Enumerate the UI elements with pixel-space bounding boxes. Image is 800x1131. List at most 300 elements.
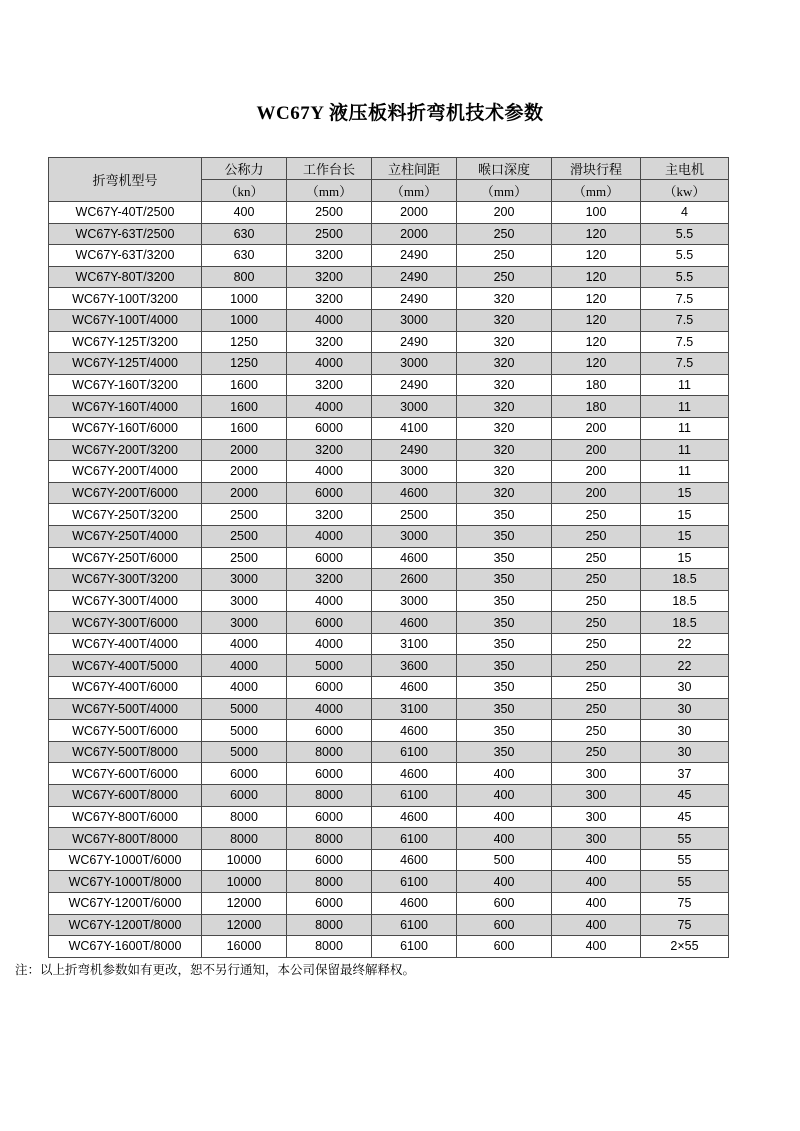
value-cell: 3000 (372, 525, 457, 547)
value-cell: 30 (641, 677, 729, 699)
value-cell: 300 (552, 785, 641, 807)
table-row (49, 569, 729, 591)
value-cell: 15 (641, 482, 729, 504)
value-cell: 1250 (202, 331, 287, 353)
value-cell: 10000 (202, 871, 287, 893)
value-cell: 350 (457, 633, 552, 655)
value-cell: 320 (457, 288, 552, 310)
footnote (15, 960, 415, 978)
value-cell: 6000 (287, 720, 372, 742)
value-cell: 18.5 (641, 569, 729, 591)
value-cell: 5000 (287, 655, 372, 677)
value-cell: 75 (641, 893, 729, 915)
table-row (49, 266, 729, 288)
value-cell: 15 (641, 504, 729, 526)
value-cell: 3200 (287, 504, 372, 526)
value-cell: 630 (202, 223, 287, 245)
model-cell: WC67Y-800T/6000 (49, 806, 202, 828)
value-cell: 1600 (202, 417, 287, 439)
model-cell: WC67Y-800T/8000 (49, 828, 202, 850)
value-cell: 4000 (287, 353, 372, 375)
value-cell: 3000 (372, 461, 457, 483)
value-cell: 7.5 (641, 353, 729, 375)
model-cell: WC67Y-1000T/8000 (49, 871, 202, 893)
value-cell: 630 (202, 245, 287, 267)
value-cell: 600 (457, 893, 552, 915)
value-cell: 2500 (287, 202, 372, 224)
value-cell: 4 (641, 202, 729, 224)
spec-table-header (49, 158, 729, 202)
value-cell: 15 (641, 525, 729, 547)
value-cell: 300 (552, 763, 641, 785)
value-cell: 11 (641, 461, 729, 483)
value-cell: 8000 (287, 936, 372, 958)
value-cell: 400 (457, 763, 552, 785)
value-cell: 200 (457, 202, 552, 224)
table-row (49, 849, 729, 871)
value-cell: 3000 (372, 590, 457, 612)
value-cell: 6100 (372, 871, 457, 893)
value-cell: 250 (552, 720, 641, 742)
value-cell: 400 (457, 806, 552, 828)
model-cell: WC67Y-1200T/8000 (49, 914, 202, 936)
value-cell: 320 (457, 439, 552, 461)
table-row (49, 396, 729, 418)
value-cell: 1000 (202, 309, 287, 331)
model-cell: WC67Y-400T/6000 (49, 677, 202, 699)
value-cell: 120 (552, 266, 641, 288)
value-cell: 4000 (287, 525, 372, 547)
table-row (49, 936, 729, 958)
value-cell: 4600 (372, 763, 457, 785)
value-cell: 30 (641, 741, 729, 763)
value-cell: 8000 (202, 828, 287, 850)
model-cell: WC67Y-500T/6000 (49, 720, 202, 742)
model-cell: WC67Y-100T/3200 (49, 288, 202, 310)
table-row (49, 309, 729, 331)
table-row (49, 288, 729, 310)
value-cell: 250 (457, 266, 552, 288)
value-cell: 4600 (372, 677, 457, 699)
footnote-prefix: 注： (15, 963, 41, 977)
value-cell: 350 (457, 698, 552, 720)
value-cell: 6000 (287, 893, 372, 915)
table-row (49, 525, 729, 547)
value-cell: 350 (457, 655, 552, 677)
value-cell: 1000 (202, 288, 287, 310)
value-cell: 2000 (372, 202, 457, 224)
value-cell: 500 (457, 849, 552, 871)
value-cell: 2490 (372, 439, 457, 461)
value-cell: 6000 (287, 763, 372, 785)
value-cell: 6100 (372, 914, 457, 936)
value-cell: 200 (552, 439, 641, 461)
value-cell: 11 (641, 396, 729, 418)
value-cell: 3200 (287, 374, 372, 396)
value-cell: 6000 (287, 849, 372, 871)
value-cell: 320 (457, 331, 552, 353)
value-cell: 250 (552, 698, 641, 720)
value-cell: 30 (641, 720, 729, 742)
value-cell: 55 (641, 871, 729, 893)
value-cell: 250 (552, 633, 641, 655)
unit-table-length: （mm） (287, 180, 372, 202)
value-cell: 11 (641, 417, 729, 439)
model-cell: WC67Y-100T/4000 (49, 309, 202, 331)
value-cell: 2000 (372, 223, 457, 245)
value-cell: 2490 (372, 288, 457, 310)
value-cell: 350 (457, 590, 552, 612)
value-cell: 6100 (372, 785, 457, 807)
value-cell: 120 (552, 288, 641, 310)
value-cell: 45 (641, 785, 729, 807)
model-cell: WC67Y-300T/6000 (49, 612, 202, 634)
value-cell: 300 (552, 806, 641, 828)
value-cell: 400 (202, 202, 287, 224)
value-cell: 10000 (202, 849, 287, 871)
value-cell: 4600 (372, 893, 457, 915)
value-cell: 3200 (287, 569, 372, 591)
value-cell: 6000 (287, 612, 372, 634)
value-cell: 320 (457, 396, 552, 418)
table-row (49, 417, 729, 439)
model-cell: WC67Y-160T/4000 (49, 396, 202, 418)
model-cell: WC67Y-1000T/6000 (49, 849, 202, 871)
value-cell: 250 (457, 245, 552, 267)
value-cell: 5.5 (641, 223, 729, 245)
model-cell: WC67Y-250T/3200 (49, 504, 202, 526)
value-cell: 2600 (372, 569, 457, 591)
value-cell: 4600 (372, 612, 457, 634)
value-cell: 8000 (287, 871, 372, 893)
column-header-main-motor: 主电机 (641, 158, 729, 180)
value-cell: 400 (457, 785, 552, 807)
model-cell: WC67Y-400T/4000 (49, 633, 202, 655)
footnote-text: 以上折弯机参数如有更改，恕不另行通知，本公司保留最终解释权。 (40, 963, 416, 977)
value-cell: 320 (457, 417, 552, 439)
value-cell: 300 (552, 828, 641, 850)
value-cell: 6100 (372, 936, 457, 958)
value-cell: 22 (641, 633, 729, 655)
value-cell: 22 (641, 655, 729, 677)
column-header-ram-stroke: 滑块行程 (552, 158, 641, 180)
value-cell: 4000 (287, 396, 372, 418)
value-cell: 7.5 (641, 331, 729, 353)
value-cell: 100 (552, 202, 641, 224)
unit-throat-depth: （mm） (457, 180, 552, 202)
value-cell: 4100 (372, 417, 457, 439)
model-cell: WC67Y-40T/2500 (49, 202, 202, 224)
value-cell: 8000 (287, 785, 372, 807)
table-row (49, 655, 729, 677)
value-cell: 200 (552, 482, 641, 504)
value-cell: 400 (552, 871, 641, 893)
table-row (49, 547, 729, 569)
value-cell: 2000 (202, 482, 287, 504)
table-row (49, 461, 729, 483)
model-cell: WC67Y-500T/4000 (49, 698, 202, 720)
table-row (49, 871, 729, 893)
table-row (49, 741, 729, 763)
value-cell: 15 (641, 547, 729, 569)
value-cell: 8000 (287, 914, 372, 936)
value-cell: 5000 (202, 741, 287, 763)
value-cell: 320 (457, 353, 552, 375)
value-cell: 250 (552, 677, 641, 699)
value-cell: 2000 (202, 439, 287, 461)
model-cell: WC67Y-200T/4000 (49, 461, 202, 483)
value-cell: 180 (552, 396, 641, 418)
value-cell: 350 (457, 677, 552, 699)
table-row (49, 828, 729, 850)
value-cell: 4000 (202, 655, 287, 677)
table-row (49, 677, 729, 699)
model-cell: WC67Y-400T/5000 (49, 655, 202, 677)
value-cell: 250 (552, 547, 641, 569)
value-cell: 8000 (202, 806, 287, 828)
table-row (49, 202, 729, 224)
model-cell: WC67Y-500T/8000 (49, 741, 202, 763)
value-cell: 4000 (202, 633, 287, 655)
value-cell: 400 (552, 893, 641, 915)
unit-column-distance: （mm） (372, 180, 457, 202)
value-cell: 6000 (287, 677, 372, 699)
model-cell: WC67Y-125T/3200 (49, 331, 202, 353)
model-cell: WC67Y-1200T/6000 (49, 893, 202, 915)
value-cell: 4000 (287, 461, 372, 483)
value-cell: 6000 (202, 785, 287, 807)
model-cell: WC67Y-63T/3200 (49, 245, 202, 267)
value-cell: 6000 (202, 763, 287, 785)
model-cell: WC67Y-125T/4000 (49, 353, 202, 375)
table-row (49, 331, 729, 353)
table-row (49, 353, 729, 375)
header-row-labels (49, 158, 729, 180)
table-row (49, 223, 729, 245)
model-cell: WC67Y-63T/2500 (49, 223, 202, 245)
value-cell: 120 (552, 331, 641, 353)
model-cell: WC67Y-160T/3200 (49, 374, 202, 396)
value-cell: 45 (641, 806, 729, 828)
value-cell: 250 (457, 223, 552, 245)
value-cell: 8000 (287, 828, 372, 850)
value-cell: 4600 (372, 482, 457, 504)
value-cell: 250 (552, 504, 641, 526)
value-cell: 350 (457, 612, 552, 634)
value-cell: 4600 (372, 720, 457, 742)
value-cell: 4000 (202, 677, 287, 699)
value-cell: 350 (457, 504, 552, 526)
value-cell: 7.5 (641, 309, 729, 331)
value-cell: 3200 (287, 439, 372, 461)
value-cell: 3200 (287, 266, 372, 288)
value-cell: 5.5 (641, 266, 729, 288)
value-cell: 250 (552, 525, 641, 547)
model-cell: WC67Y-300T/4000 (49, 590, 202, 612)
value-cell: 11 (641, 374, 729, 396)
value-cell: 200 (552, 461, 641, 483)
column-header-column-distance: 立柱间距 (372, 158, 457, 180)
table-row (49, 482, 729, 504)
value-cell: 37 (641, 763, 729, 785)
model-cell: WC67Y-200T/3200 (49, 439, 202, 461)
value-cell: 4000 (287, 590, 372, 612)
value-cell: 16000 (202, 936, 287, 958)
table-row (49, 633, 729, 655)
value-cell: 2500 (287, 223, 372, 245)
value-cell: 120 (552, 245, 641, 267)
value-cell: 6000 (287, 482, 372, 504)
value-cell: 400 (552, 849, 641, 871)
value-cell: 3200 (287, 331, 372, 353)
value-cell: 400 (552, 936, 641, 958)
value-cell: 2490 (372, 245, 457, 267)
value-cell: 600 (457, 936, 552, 958)
value-cell: 18.5 (641, 612, 729, 634)
value-cell: 12000 (202, 893, 287, 915)
value-cell: 55 (641, 828, 729, 850)
value-cell: 200 (552, 417, 641, 439)
value-cell: 4600 (372, 849, 457, 871)
value-cell: 2×55 (641, 936, 729, 958)
value-cell: 320 (457, 461, 552, 483)
table-row (49, 504, 729, 526)
column-header-model: 折弯机型号 (49, 158, 202, 202)
spec-table-body (49, 202, 729, 958)
table-row (49, 698, 729, 720)
model-cell: WC67Y-1600T/8000 (49, 936, 202, 958)
model-cell: WC67Y-600T/6000 (49, 763, 202, 785)
value-cell: 2500 (202, 525, 287, 547)
value-cell: 400 (457, 871, 552, 893)
value-cell: 350 (457, 741, 552, 763)
value-cell: 600 (457, 914, 552, 936)
value-cell: 18.5 (641, 590, 729, 612)
value-cell: 75 (641, 914, 729, 936)
value-cell: 350 (457, 525, 552, 547)
table-row (49, 439, 729, 461)
value-cell: 3100 (372, 698, 457, 720)
value-cell: 12000 (202, 914, 287, 936)
table-row (49, 806, 729, 828)
value-cell: 3000 (372, 309, 457, 331)
table-row (49, 914, 729, 936)
table-row (49, 763, 729, 785)
value-cell: 6000 (287, 417, 372, 439)
value-cell: 120 (552, 353, 641, 375)
value-cell: 320 (457, 482, 552, 504)
model-cell: WC67Y-250T/4000 (49, 525, 202, 547)
value-cell: 3000 (202, 590, 287, 612)
value-cell: 6100 (372, 828, 457, 850)
value-cell: 5000 (202, 698, 287, 720)
value-cell: 2490 (372, 374, 457, 396)
value-cell: 800 (202, 266, 287, 288)
value-cell: 8000 (287, 741, 372, 763)
column-header-nominal-force: 公称力 (202, 158, 287, 180)
value-cell: 6000 (287, 547, 372, 569)
value-cell: 250 (552, 655, 641, 677)
value-cell: 2000 (202, 461, 287, 483)
page-title: WC67Y 液压板料折弯机技术参数 (256, 103, 544, 124)
value-cell: 5000 (202, 720, 287, 742)
value-cell: 2500 (202, 547, 287, 569)
value-cell: 3600 (372, 655, 457, 677)
table-row (49, 785, 729, 807)
table-row (49, 893, 729, 915)
value-cell: 320 (457, 374, 552, 396)
unit-nominal-force: （kn） (202, 180, 287, 202)
value-cell: 4000 (287, 633, 372, 655)
value-cell: 6000 (287, 806, 372, 828)
value-cell: 2490 (372, 331, 457, 353)
value-cell: 5.5 (641, 245, 729, 267)
value-cell: 350 (457, 720, 552, 742)
value-cell: 3200 (287, 245, 372, 267)
value-cell: 3200 (287, 288, 372, 310)
value-cell: 3100 (372, 633, 457, 655)
table-row (49, 720, 729, 742)
table-row (49, 374, 729, 396)
spec-table (48, 157, 729, 958)
column-header-table-length: 工作台长 (287, 158, 372, 180)
model-cell: WC67Y-600T/8000 (49, 785, 202, 807)
unit-main-motor: （kw） (641, 180, 729, 202)
value-cell: 4600 (372, 806, 457, 828)
table-row (49, 590, 729, 612)
model-cell: WC67Y-300T/3200 (49, 569, 202, 591)
value-cell: 1600 (202, 396, 287, 418)
value-cell: 250 (552, 741, 641, 763)
value-cell: 4600 (372, 547, 457, 569)
value-cell: 2500 (372, 504, 457, 526)
unit-ram-stroke: （mm） (552, 180, 641, 202)
model-cell: WC67Y-200T/6000 (49, 482, 202, 504)
value-cell: 3000 (202, 612, 287, 634)
value-cell: 250 (552, 569, 641, 591)
value-cell: 1600 (202, 374, 287, 396)
value-cell: 2490 (372, 266, 457, 288)
model-cell: WC67Y-250T/6000 (49, 547, 202, 569)
value-cell: 120 (552, 309, 641, 331)
value-cell: 1250 (202, 353, 287, 375)
value-cell: 180 (552, 374, 641, 396)
value-cell: 30 (641, 698, 729, 720)
value-cell: 3000 (372, 353, 457, 375)
value-cell: 320 (457, 309, 552, 331)
value-cell: 250 (552, 612, 641, 634)
value-cell: 400 (552, 914, 641, 936)
table-row (49, 612, 729, 634)
column-header-throat-depth: 喉口深度 (457, 158, 552, 180)
model-cell: WC67Y-80T/3200 (49, 266, 202, 288)
value-cell: 7.5 (641, 288, 729, 310)
value-cell: 55 (641, 849, 729, 871)
value-cell: 250 (552, 590, 641, 612)
value-cell: 400 (457, 828, 552, 850)
value-cell: 3000 (202, 569, 287, 591)
model-cell: WC67Y-160T/6000 (49, 417, 202, 439)
value-cell: 11 (641, 439, 729, 461)
value-cell: 350 (457, 569, 552, 591)
value-cell: 350 (457, 547, 552, 569)
value-cell: 120 (552, 223, 641, 245)
value-cell: 6100 (372, 741, 457, 763)
value-cell: 3000 (372, 396, 457, 418)
value-cell: 4000 (287, 698, 372, 720)
table-row (49, 245, 729, 267)
value-cell: 2500 (202, 504, 287, 526)
